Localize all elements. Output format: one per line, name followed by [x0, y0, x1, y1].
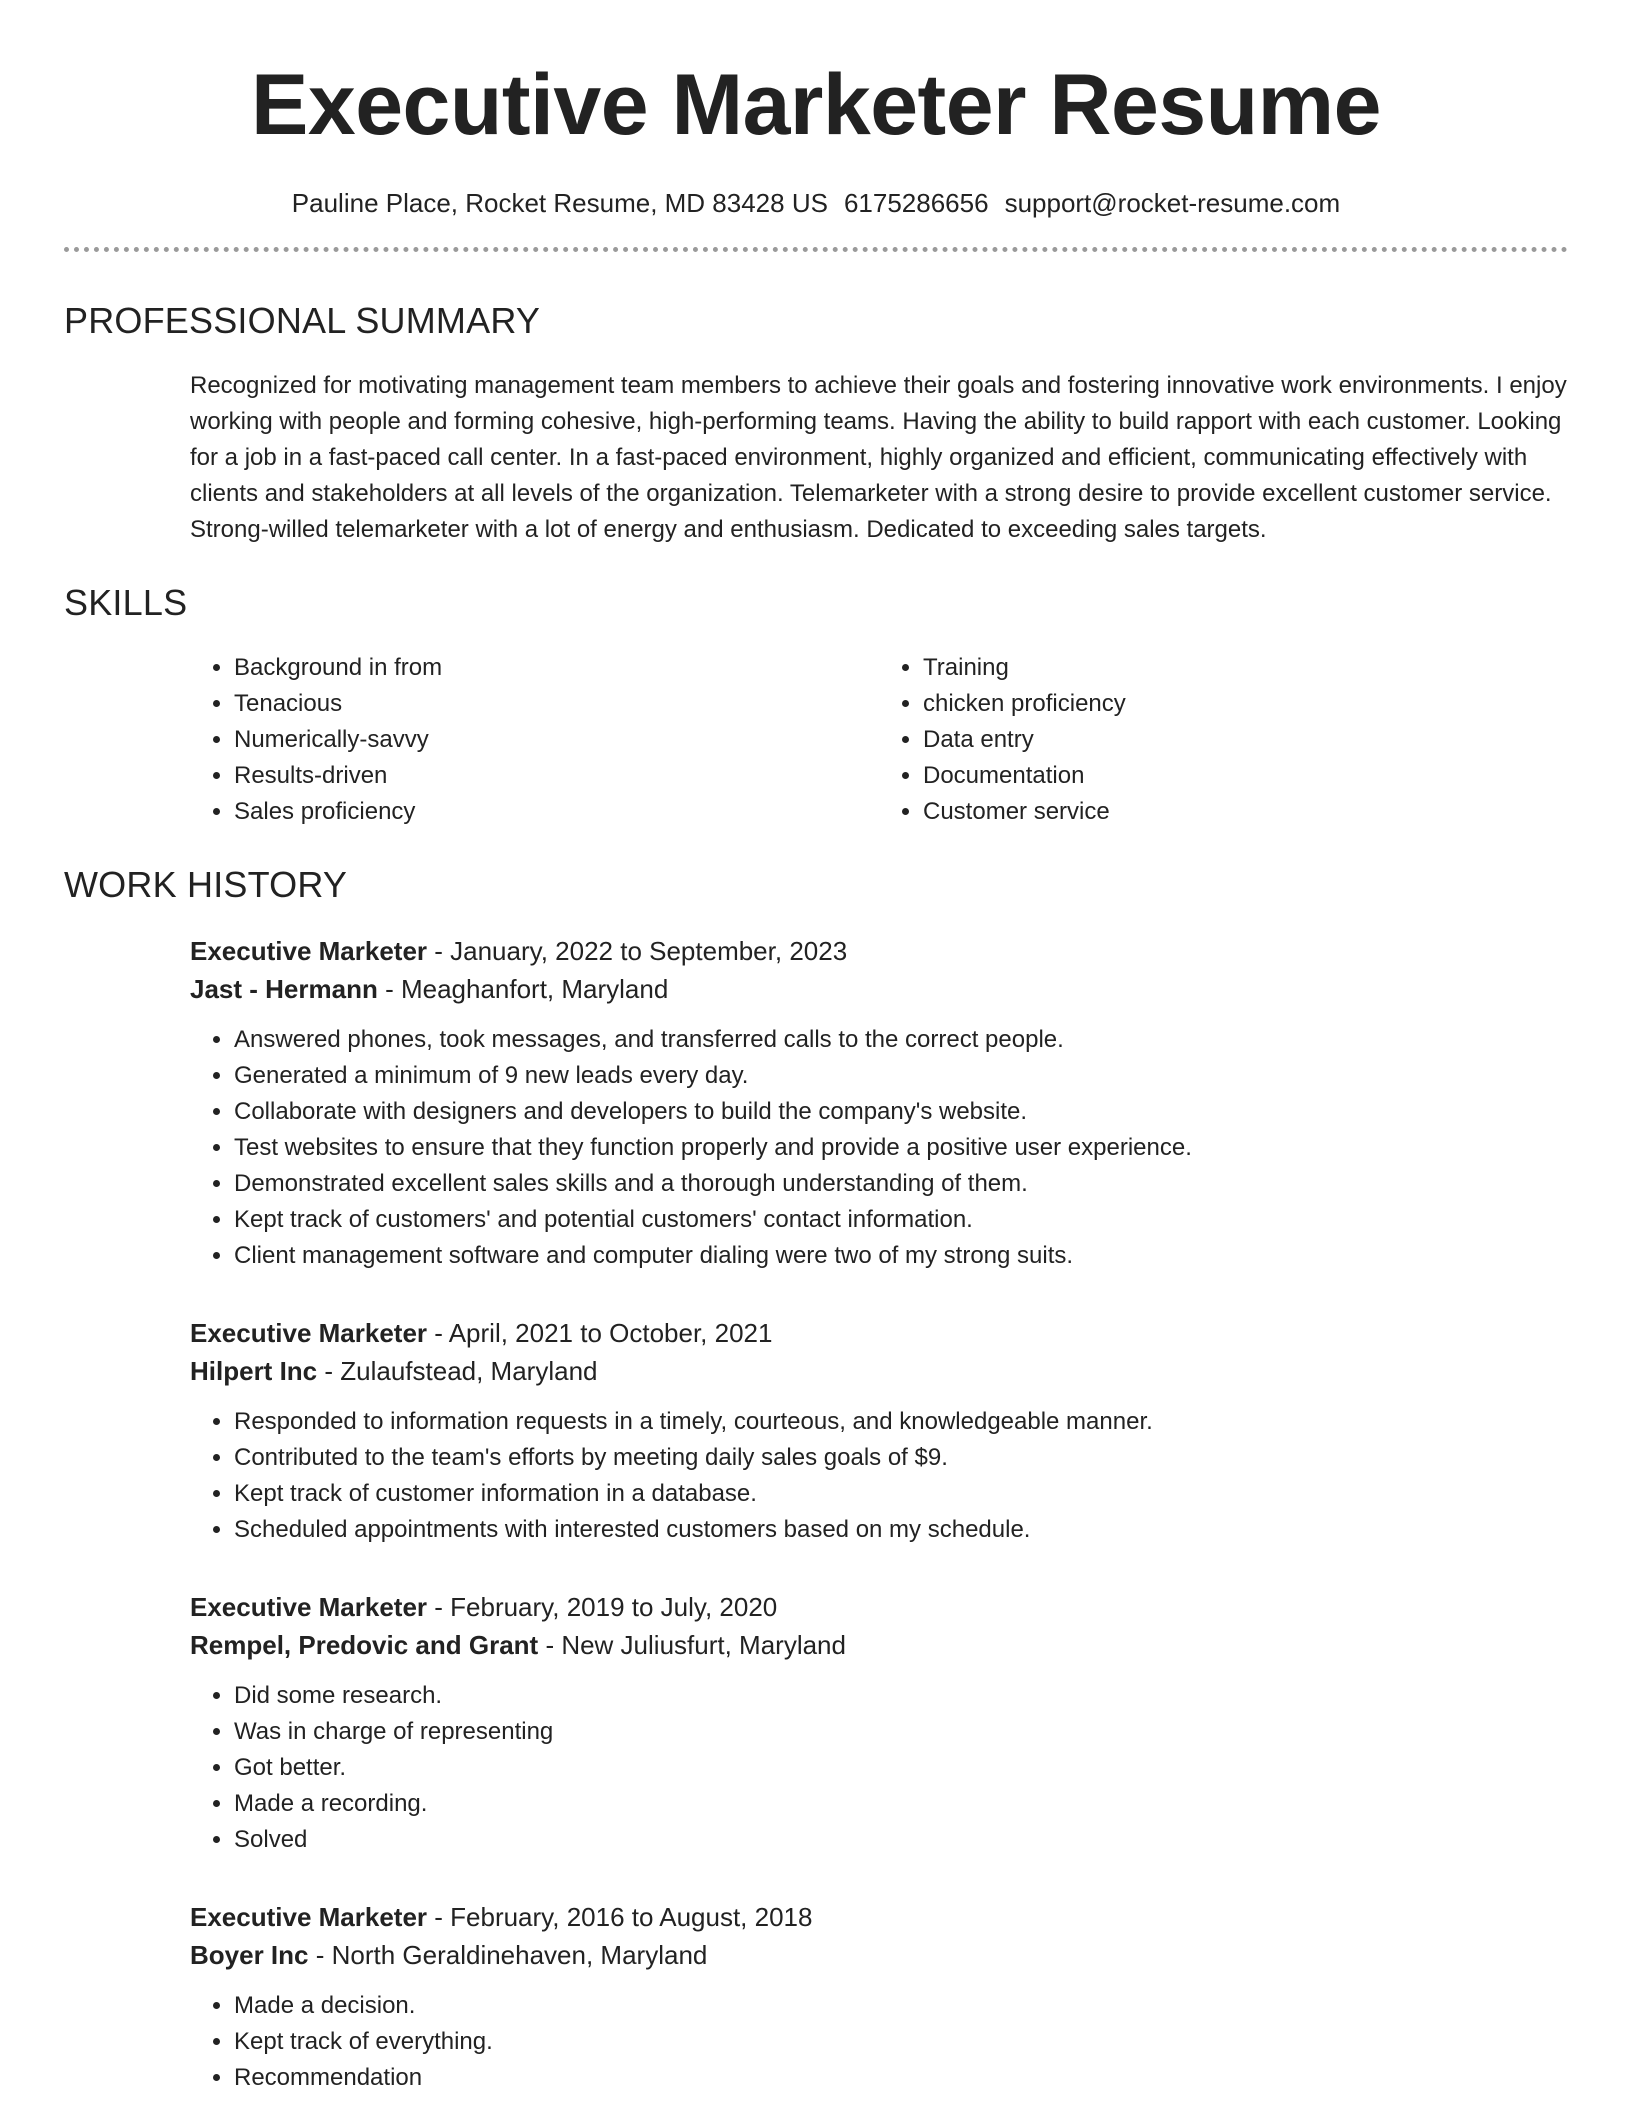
job-company-line — [190, 1626, 1568, 1664]
job-dates: - February, 2019 to July, 2020 — [427, 1592, 778, 1622]
job-bullet: • Recommendation — [234, 2060, 1568, 2096]
job-bullet: • Generated a minimum of 9 new leads every day. — [234, 1058, 1568, 1094]
job-bullet: • Client management software and computer dialing were two of my strong suits. — [234, 1238, 1568, 1274]
skill-item: • Training — [923, 650, 1568, 686]
job-entry — [190, 932, 1568, 1274]
skills-list-left — [190, 650, 879, 830]
skill-item: • Data entry — [923, 722, 1568, 758]
contact-info — [64, 188, 1568, 219]
job-entry — [190, 1314, 1568, 1548]
skill-item: • Numerically-savvy — [234, 722, 879, 758]
job-company-line — [190, 970, 1568, 1008]
job-bullet: • Was in charge of representing — [234, 1714, 1568, 1750]
contact-phone: 6175286656 — [843, 188, 989, 218]
skills-list-right — [879, 650, 1568, 830]
work-history-section — [64, 864, 1568, 2096]
job-bullet: • Responded to information requests in a timely, courteous, and knowledgeable manner. — [234, 1404, 1568, 1440]
job-bullet: • Made a decision. — [234, 1988, 1568, 2024]
job-location: - Meaghanfort, Maryland — [377, 974, 669, 1004]
job-bullet: • Answered phones, took messages, and transferred calls to the correct people. — [234, 1022, 1568, 1058]
job-title-line — [190, 1898, 1568, 1936]
job-location: - New Juliusfurt, Maryland — [538, 1630, 846, 1660]
skill-item: • Tenacious — [234, 686, 879, 722]
job-entry — [190, 1898, 1568, 2096]
skills-heading: SKILLS — [64, 582, 188, 623]
contact-address: Pauline Place, Rocket Resume, MD 83428 US — [291, 188, 828, 218]
summary-text: Recognized for motivating management team members to achieve their goals and fostering innovative work environments. I enjoy working with people and forming cohesive, high-performing teams. Having the ability to build rapport with each customer. Looking for a job in a fast-paced call center. In a fast-paced environment, highly organized and efficient, communicating effectively with clients and stakeholders at all levels of the organization. Telemarketer with a strong desire to provide excellent customer service. Strong-willed telemarketer with a lot of energy and enthusiasm. Dedicated to exceeding sales targets. — [190, 372, 1567, 543]
work-history-heading: WORK HISTORY — [64, 864, 348, 905]
summary-heading: PROFESSIONAL SUMMARY — [64, 300, 541, 341]
skill-item: • Results-driven — [234, 758, 879, 794]
job-bullet: • Did some research. — [234, 1678, 1568, 1714]
job-entry — [190, 1588, 1568, 1858]
job-bullet: • Got better. — [234, 1750, 1568, 1786]
job-title: Executive Marketer — [190, 1592, 428, 1622]
skill-item: • Customer service — [923, 794, 1568, 830]
job-bullet: • Scheduled appointments with interested customers based on my schedule. — [234, 1512, 1568, 1548]
job-company-line — [190, 1352, 1568, 1390]
job-bullet: • Solved — [234, 1822, 1568, 1858]
job-location: - North Geraldinehaven, Maryland — [308, 1940, 708, 1970]
job-company: Hilpert Inc — [190, 1356, 318, 1386]
skill-item: • Documentation — [923, 758, 1568, 794]
job-bullets — [190, 1678, 1568, 1858]
job-company: Rempel, Predovic and Grant — [190, 1630, 539, 1660]
job-bullet: • Made a recording. — [234, 1786, 1568, 1822]
job-bullets — [190, 1022, 1568, 1274]
job-bullet: • Demonstrated excellent sales skills and a thorough understanding of them. — [234, 1166, 1568, 1202]
skills-section — [64, 582, 1568, 830]
job-dates: - April, 2021 to October, 2021 — [427, 1318, 773, 1348]
job-company: Boyer Inc — [190, 1940, 309, 1970]
job-bullet: • Test websites to ensure that they function properly and provide a positive user experience. — [234, 1130, 1568, 1166]
job-dates: - February, 2016 to August, 2018 — [427, 1902, 813, 1932]
skills-columns — [190, 650, 1568, 830]
job-bullet: • Kept track of everything. — [234, 2024, 1568, 2060]
job-title-line — [190, 1314, 1568, 1352]
job-bullet: • Collaborate with designers and developers to build the company's website. — [234, 1094, 1568, 1130]
job-bullet: • Kept track of customer information in a database. — [234, 1476, 1568, 1512]
job-title: Executive Marketer — [190, 1902, 428, 1932]
contact-email: support@rocket-resume.com — [1004, 188, 1341, 218]
job-bullets — [190, 1404, 1568, 1548]
header-divider — [64, 247, 1568, 252]
job-location: - Zulaufstead, Maryland — [317, 1356, 598, 1386]
job-dates: - January, 2022 to September, 2023 — [427, 936, 848, 966]
skill-item: • Background in from — [234, 650, 879, 686]
job-company: Jast - Hermann — [190, 974, 378, 1004]
skill-item: • chicken proficiency — [923, 686, 1568, 722]
job-title-line — [190, 932, 1568, 970]
job-bullet: • Kept track of customers' and potential customers' contact information. — [234, 1202, 1568, 1238]
job-title: Executive Marketer — [190, 1318, 428, 1348]
page-title: Executive Marketer Resume — [251, 57, 1381, 153]
skill-item: • Sales proficiency — [234, 794, 879, 830]
job-title: Executive Marketer — [190, 936, 428, 966]
job-bullet: • Contributed to the team's efforts by meeting daily sales goals of $9. — [234, 1440, 1568, 1476]
job-company-line — [190, 1936, 1568, 1974]
job-title-line — [190, 1588, 1568, 1626]
summary-section — [64, 300, 1568, 548]
job-bullets — [190, 1988, 1568, 2096]
